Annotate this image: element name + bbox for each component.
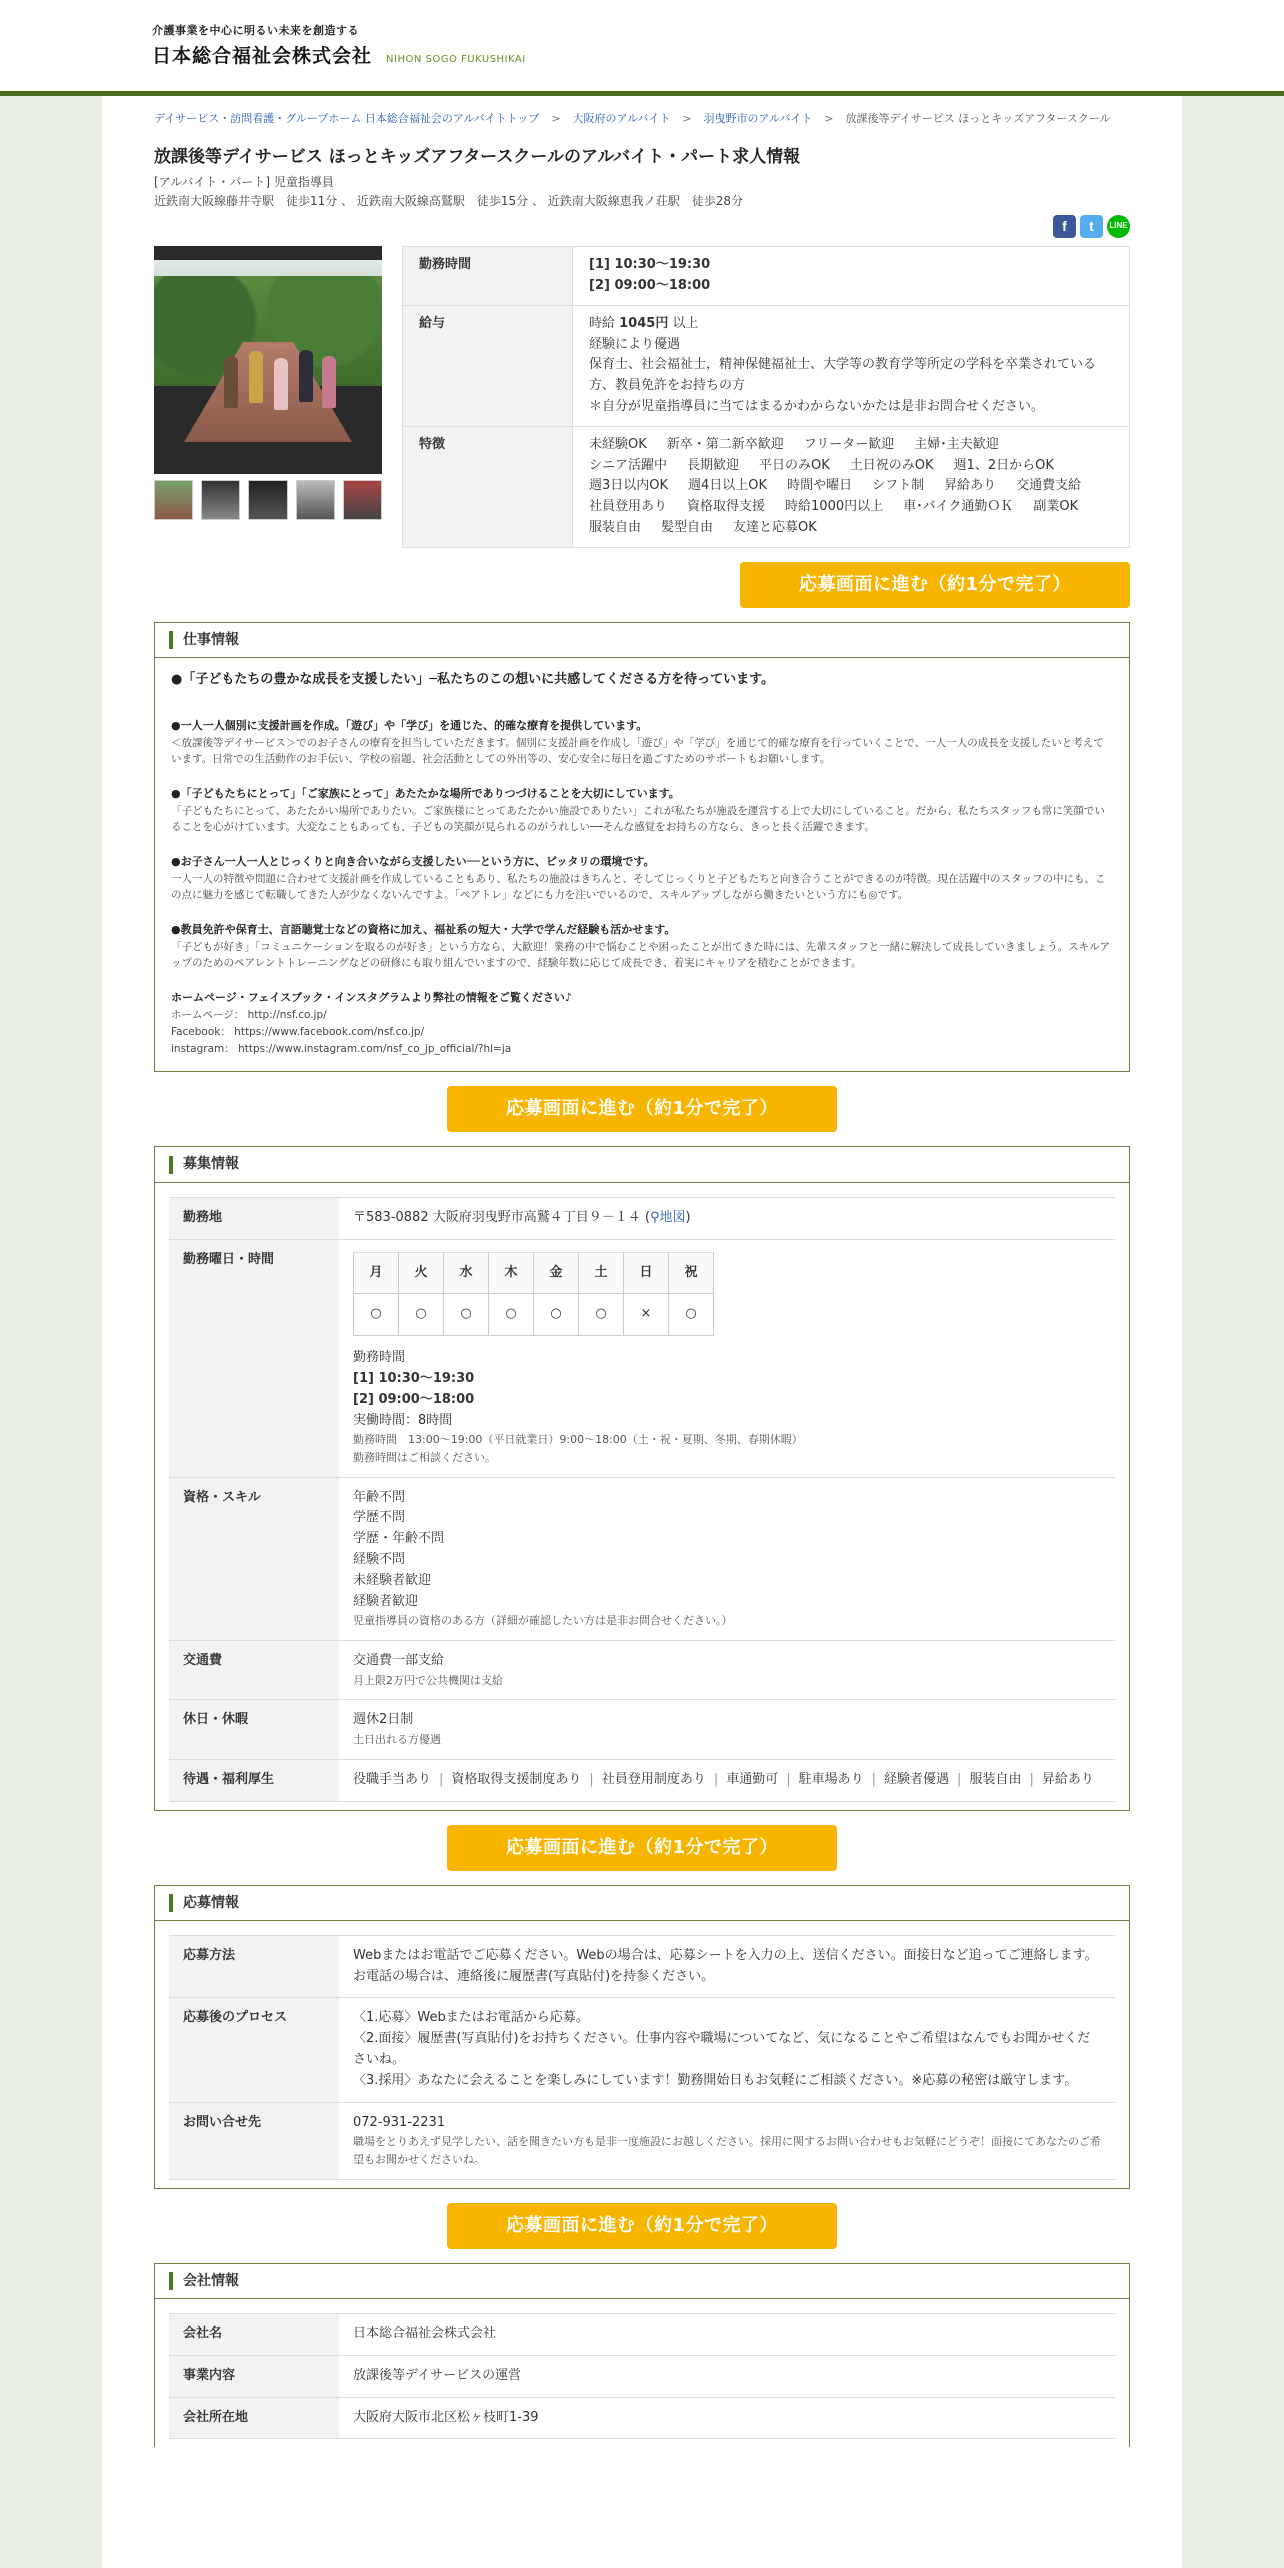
weekday-header: 土 xyxy=(579,1252,624,1294)
job-point-heading: ●教員免許や保育士、言語聴覚士などの資格に加え、福祉系の短大・大学で学んだ経験も活かせます。 xyxy=(171,923,676,937)
application-info-section xyxy=(154,1885,1130,2189)
business-value: 放課後等デイサービスの運営 xyxy=(339,2355,1115,2397)
welfare-separator: | xyxy=(786,1771,791,1787)
summary-label: 勤務時間 xyxy=(403,247,573,306)
skills-value: 年齢不問 学歴不問 学歴・年齢不問 経験不問 未経験者歓迎 経験者歓迎 児童指導員の資格のある方（詳細が確認したい方は是非お問合せください。） xyxy=(339,1477,1115,1640)
feature-tags xyxy=(573,426,1130,547)
feature-tag: 時給1000円以上 xyxy=(785,499,884,515)
feature-tag: 平日のみOK xyxy=(759,457,830,473)
feature-tag: 昇給あり xyxy=(944,478,997,494)
map-link[interactable]: ⚲地図 xyxy=(649,1209,686,1225)
welfare-item: 経験者優遇 xyxy=(884,1771,950,1787)
holiday-value: 週休2日制 土日出れる方優遇 xyxy=(339,1700,1115,1759)
company-name-value: 日本総合福祉会株式会社 xyxy=(339,2314,1115,2356)
welfare-item: 役職手当あり xyxy=(353,1771,432,1787)
info-label: 交通費 xyxy=(169,1640,339,1699)
summary-hours: [1] 10:30～19:30 [2] 09:00～18:00 xyxy=(573,247,1130,306)
facebook-share-icon[interactable]: f xyxy=(1053,215,1076,238)
breadcrumb xyxy=(154,110,1130,128)
welfare-item: 昇給あり xyxy=(1041,1771,1094,1787)
welfare-separator: | xyxy=(871,1771,877,1787)
weekday-mark: ○ xyxy=(399,1294,444,1336)
page-content xyxy=(102,96,1182,2568)
breadcrumb-link-osaka[interactable]: 大阪府のアルバイト xyxy=(572,112,671,125)
section-title: 仕事情報 xyxy=(183,631,239,648)
feature-tag: 交通費支給 xyxy=(1016,478,1082,494)
summary-label: 給与 xyxy=(403,305,573,426)
twitter-share-icon[interactable]: t xyxy=(1080,215,1103,238)
job-lead: ●「子どもたちの豊かな成長を支援したい」─私たちのこの想いに共感してくださる方を待っています。 xyxy=(171,672,775,688)
weekday-header: 月 xyxy=(354,1252,399,1294)
feature-tag: 副業OK xyxy=(1033,499,1079,515)
feature-tag: 土日祝のみOK xyxy=(849,457,934,473)
breadcrumb-link-top[interactable]: デイサービス・訪問看護・グループホーム 日本総合福祉会のアルバイトトップ xyxy=(154,112,540,125)
job-summary-table xyxy=(402,246,1130,548)
main-photo[interactable] xyxy=(154,246,382,474)
job-point-text: 「子どもが好き」「コミュニケーションを取るのが好き」という方なら、大歓迎！業務の中で悩むことや困ったことが出てきた時には、先輩スタッフと一緒に解決して成長していきましょう。スキルアップのためのペアレントトレーニングなどの研修にも取り組んでいますので、経験年数に応じて成長でき、着実にキャリアを積むことができます。 xyxy=(171,940,1111,970)
transport-value: 交通費一部支給 月上限2万円で公共機関は支給 xyxy=(339,1640,1115,1699)
weekday-table xyxy=(353,1252,714,1337)
feature-tag: 服装自由 xyxy=(589,519,642,535)
contact-value: 072-931-2231 職場をとりあえず見学したい、話を聞きたい方も是非一度施設にお越しください。採用に関するお問い合わせもお気軽にどうぞ！面接にてあなたのご希望もお聞かせくださいね。 xyxy=(339,2102,1115,2179)
method-value: Webまたはお電話でご応募ください。Webの場合は、応募シートを入力の上、送信ください。面接日など追ってご連絡します。お電話の場合は、連絡後に履歴書(写真貼付)を持参ください。 xyxy=(339,1935,1115,1998)
thumbnail[interactable] xyxy=(248,480,287,520)
job-point-text: ＜放課後等デイサービス＞でのお子さんの療育を担当していただきます。個別に支援計画を作成し「遊び」や「学び」を通じて的確な療育を行っていくことで、一人一人の成長を支援したいと考えています。日常での生活動作のお手伝い、学校の宿題、社会活動としての外出等の、安心安全に毎日を過ごすためのサポートもお願いします。 xyxy=(171,736,1104,765)
info-label: 待遇・福利厚生 xyxy=(169,1759,339,1801)
welfare-separator: | xyxy=(439,1771,444,1787)
welfare-separator: | xyxy=(589,1771,594,1787)
info-label: 勤務地 xyxy=(169,1197,339,1239)
info-label: 勤務曜日・時間 xyxy=(169,1239,339,1477)
recruit-info-section xyxy=(154,1146,1130,1810)
feature-tag: 未経験OK xyxy=(589,436,647,452)
info-label: 休日・休暇 xyxy=(169,1700,339,1759)
thumbnail[interactable] xyxy=(343,480,382,520)
thumbnail[interactable] xyxy=(201,480,240,520)
apply-button[interactable]: 応募画面に進む（約1分で完了） xyxy=(447,1825,837,1871)
feature-tag: 資格取得支援 xyxy=(687,499,766,515)
section-title: 会社情報 xyxy=(183,2272,239,2289)
apply-button[interactable]: 応募画面に進む（約1分で完了） xyxy=(740,562,1130,608)
weekday-header: 火 xyxy=(399,1252,444,1294)
apply-button[interactable]: 応募画面に進む（約1分で完了） xyxy=(447,1086,837,1132)
instagram-link[interactable]: instagram： https://www.instagram.com/nsf_co_jp_official/?hl=ja xyxy=(171,1042,512,1055)
breadcrumb-link-habikino[interactable]: 羽曳野市のアルバイト xyxy=(703,112,813,125)
welfare-separator: | xyxy=(1029,1771,1034,1787)
weekday-header: 金 xyxy=(534,1252,579,1294)
info-label: 会社名 xyxy=(169,2314,339,2356)
logo-brand-jp: 日本総合福祉会株式会社 xyxy=(152,44,373,67)
feature-tag: 週1、2日からOK xyxy=(953,457,1054,473)
apply-button[interactable]: 応募画面に進む（約1分で完了） xyxy=(447,2203,837,2249)
location-value: 〒583-0882 大阪府羽曳野市高鷲４丁目９－１４ (⚲地図) xyxy=(339,1197,1115,1239)
thumbnail[interactable] xyxy=(154,480,193,520)
job-point-heading: ●お子さん一人一人とじっくりと向き合いながら支援したい──という方に、ピッタリの環境です。 xyxy=(171,855,655,869)
info-label: 応募方法 xyxy=(169,1935,339,1998)
job-point-heading: ●一人一人個別に支援計画を作成。「遊び」や「学び」を通じた、的確な療育を提供しています。 xyxy=(171,718,648,732)
thumbnail[interactable] xyxy=(296,480,335,520)
feature-tag: 新卒・第二新卒歓迎 xyxy=(666,436,784,452)
feature-tag: 長期歓迎 xyxy=(687,457,740,473)
weekday-mark: ○ xyxy=(534,1294,579,1336)
job-point-text: 「子どもたちにとって、あたたかい場所でありたい。ご家族様にとってあたたかい施設でありたい」これが私たちが施設を運営する上で大切にしていること。だから、私たちスタッフも常に笑顔でいることを心がけています。大変なこともあっても、子どもの笑顔が見られるのがうれしい──そんな感覚をお持ちの方なら、きっと長く活躍できます。 xyxy=(171,804,1105,833)
breadcrumb-separator: > xyxy=(824,112,834,125)
breadcrumb-separator: > xyxy=(551,112,561,125)
feature-tag: シニア活躍中 xyxy=(589,457,668,473)
section-title: 募集情報 xyxy=(183,1156,239,1173)
company-info-section xyxy=(154,2263,1130,2448)
line-share-icon[interactable]: LINE xyxy=(1107,215,1130,238)
feature-tag: 主婦･主夫歓迎 xyxy=(914,436,999,452)
weekday-header: 祝 xyxy=(669,1252,714,1294)
summary-label: 特徴 xyxy=(403,426,573,547)
weekday-mark: ○ xyxy=(669,1294,714,1336)
photo-gallery xyxy=(154,246,382,548)
facebook-link[interactable]: Facebook： https://www.facebook.com/nsf.co.jp/ xyxy=(171,1025,425,1038)
welfare-item: 資格取得支援制度あり xyxy=(451,1771,582,1787)
weekday-mark: ○ xyxy=(579,1294,624,1336)
logo-tagline: 介護事業を中心に明るい未来を創造する xyxy=(152,24,359,37)
welfare-item: 服装自由 xyxy=(969,1771,1022,1787)
weekday-header: 水 xyxy=(444,1252,489,1294)
section-title: 応募情報 xyxy=(183,1894,239,1911)
breadcrumb-current: 放課後等デイサービス ほっとキッズアフタースクール xyxy=(845,112,1111,125)
weekday-mark: ○ xyxy=(444,1294,489,1336)
address-value: 大阪府大阪市北区松ヶ枝町1-39 xyxy=(339,2397,1115,2439)
site-header xyxy=(0,0,1284,96)
info-label: 資格・スキル xyxy=(169,1477,339,1640)
weekday-mark: × xyxy=(624,1294,669,1336)
feature-tag: 社員登用あり xyxy=(589,499,668,515)
feature-tag: 週4日以上OK xyxy=(688,478,768,494)
welfare-separator: | xyxy=(713,1771,719,1787)
feature-tag: 時間や曜日 xyxy=(787,478,853,494)
info-label: 会社所在地 xyxy=(169,2397,339,2439)
summary-pay: 時給 1045円 以上 経験により優遇 保育士、社会福祉士，精神保健福祉士、大学等の教育学等所定の学科を卒業されている方、教員免許をお持ちの方 ＊自分が児童指導員に当てはまるかわからないかたは是非お問合せください。 xyxy=(573,305,1130,426)
homepage-link[interactable]: ホームページ： http://nsf.co.jp/ xyxy=(171,1009,327,1021)
welfare-separator: | xyxy=(957,1771,962,1787)
company-logo[interactable] xyxy=(152,22,526,71)
thumbnail-strip xyxy=(154,480,382,520)
phone-number[interactable]: 072-931-2231 xyxy=(353,2114,446,2130)
access-stations: 近鉄南大阪線藤井寺駅 徒歩11分 、 近鉄南大阪線高鷲駅 徒歩15分 、 近鉄南大阪線恵我ノ荘駅 徒歩28分 xyxy=(154,193,744,208)
weekday-mark: ○ xyxy=(354,1294,399,1336)
feature-tag: 車･バイク通勤ＯＫ xyxy=(903,499,1014,515)
schedule-value: 月 火 水 木 金 土 日 祝 ○ ○ ○ ○ ○ ○ × ○ 勤務時間 [1] 10:30～19:30 [2] 09:00～18:00 実働時間：8時間 勤務時間 13:00～19:00（平日就業日）9:00～18:00（土・祝・夏期、冬期、春期休暇） 勤務時間はご相談ください。 xyxy=(339,1239,1115,1477)
weekday-header: 日 xyxy=(624,1252,669,1294)
share-buttons xyxy=(154,215,1130,238)
feature-tag: 髪型自由 xyxy=(661,519,714,535)
process-value: 〈1.応募〉Webまたはお電話から応募。 〈2.面接〉履歴書(写真貼付)をお持ちください。仕事内容や職場についてなど、気になることやご希望はなんでもお聞かせくださいね。 〈3.採用〉あなたに会えることを楽しみにしています！勤務開始日もお気軽にご相談ください。※応募の秘密は厳守します。 xyxy=(339,1998,1115,2102)
job-info-section xyxy=(154,622,1130,1073)
breadcrumb-separator: > xyxy=(682,112,692,125)
weekday-mark: ○ xyxy=(489,1294,534,1336)
links-heading: ホームページ・フェイスブック・インスタグラムより弊社の情報をご覧ください♪ xyxy=(171,991,572,1005)
job-point-text: 一人一人の特徴や問題に合わせて支援計画を作成していることもあり、私たちの施設はきちんと、そしてじっくりと子どもたちと向き合うことができるのが特徴。現在活躍中のスタッフの中にも、この点に魅力を感じて転職してきた人が少なくないんですよ。「ペアトレ」などにも力を注いでいるので、スキルアップしながら働きたいという方にも◎です。 xyxy=(171,872,1106,902)
feature-tag: シフト制 xyxy=(872,478,925,494)
info-label: 事業内容 xyxy=(169,2355,339,2397)
welfare-value xyxy=(339,1759,1115,1801)
info-label: お問い合せ先 xyxy=(169,2102,339,2179)
welfare-item: 駐車場あり xyxy=(798,1771,864,1787)
feature-tag: フリーター歓迎 xyxy=(803,436,895,452)
welfare-item: 社員登用制度あり xyxy=(601,1771,706,1787)
welfare-item: 車通勤可 xyxy=(726,1771,779,1787)
feature-tag: 友達と応募OK xyxy=(733,519,817,535)
feature-tag: 週3日以内OK xyxy=(589,478,669,494)
logo-brand-en: NIHON SOGO FUKUSHIKAI xyxy=(386,53,526,65)
job-point-heading: ●「子どもたちにとって」「ご家族にとって」あたたかな場所でありつづけることを大切にしています。 xyxy=(171,787,680,801)
map-pin-icon: ⚲ xyxy=(649,1209,660,1225)
info-label: 応募後のプロセス xyxy=(169,1998,339,2102)
job-type: [アルバイト・パート] 児童指導員 xyxy=(154,174,334,189)
page-title: 放課後等デイサービス ほっとキッズアフタースクールのアルバイト・パート求人情報 xyxy=(154,146,801,167)
weekday-header: 木 xyxy=(489,1252,534,1294)
